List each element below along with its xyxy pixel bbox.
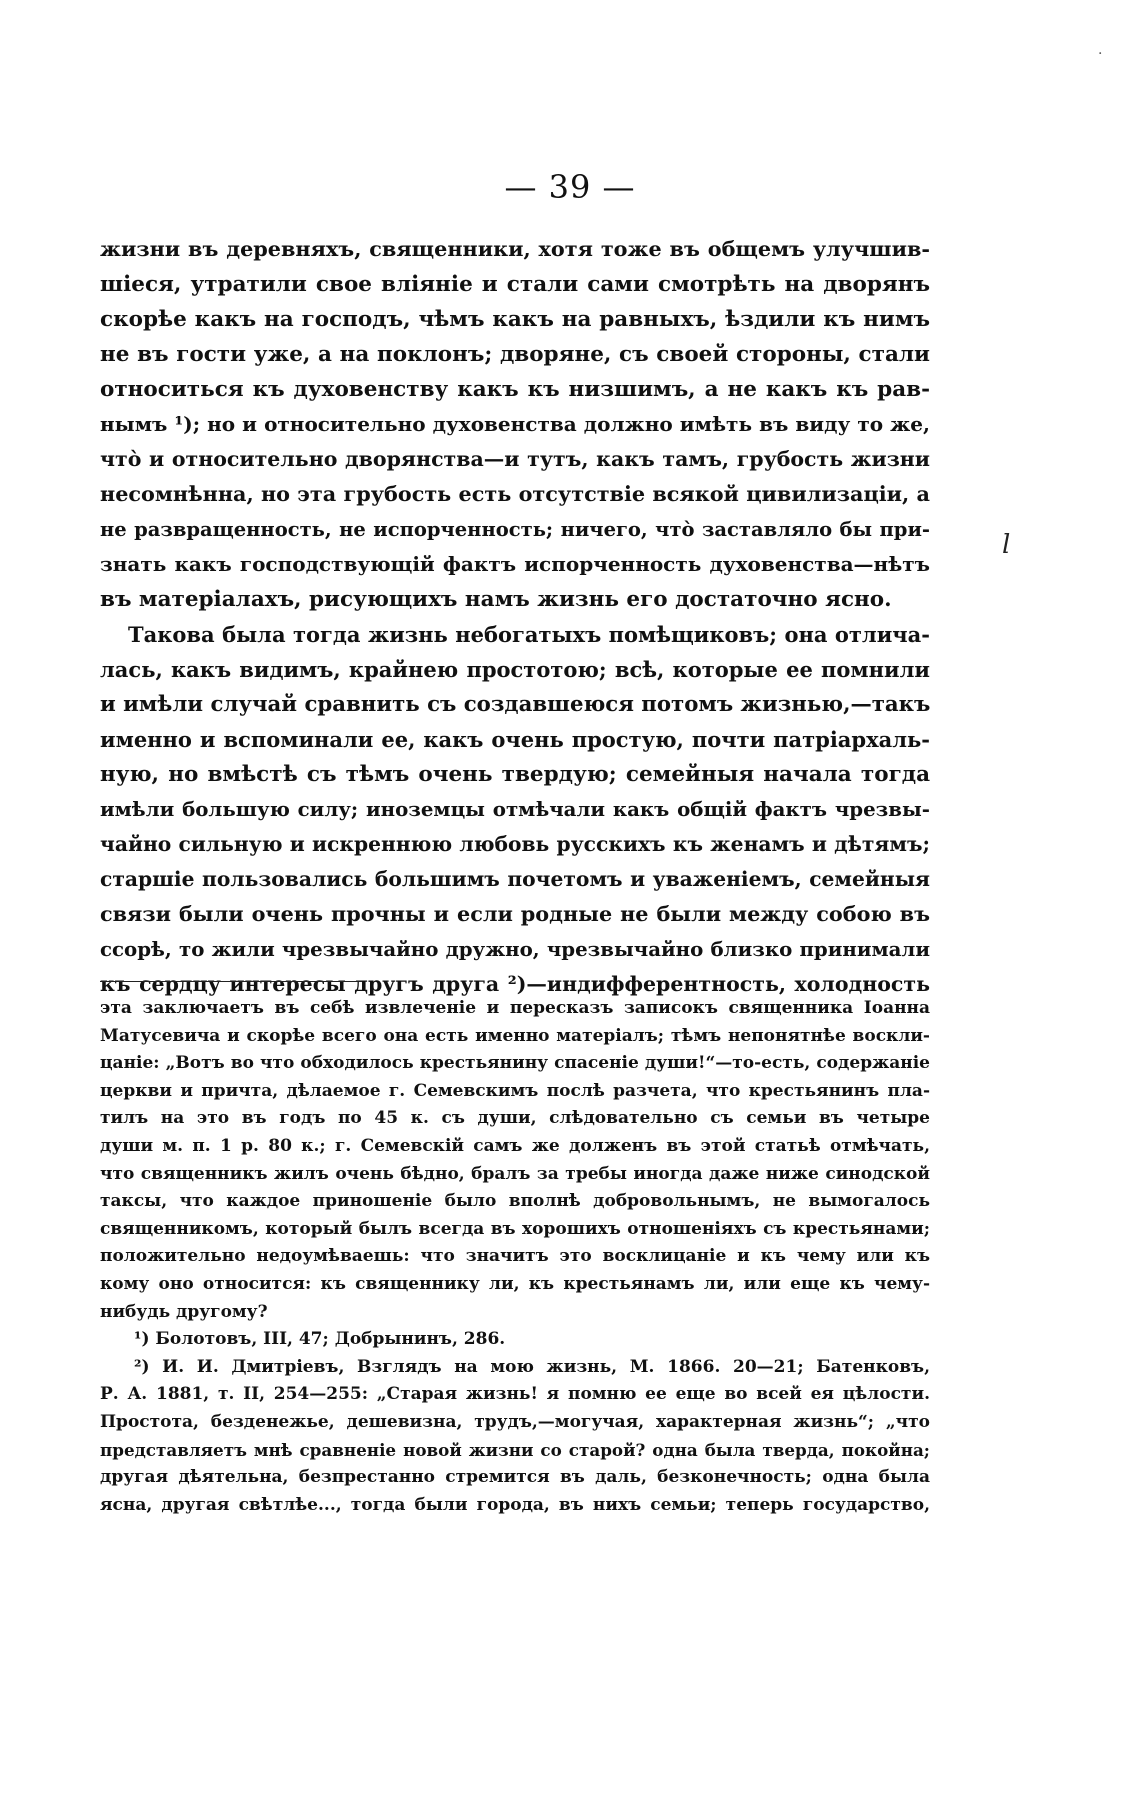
footnote-line: кому оно относится: къ священнику ли, къ крестьянамъ ли, или еще къ чему- [100,1273,930,1294]
body-line: Такова была тогда жизнь небогатыхъ помѣщиковъ; она отлича- [128,622,930,647]
body-line: шіеся, утратили свое вліяніе и стали сами смотрѣть на дворянъ [100,272,930,297]
footnote-line: ясна, другая свѣтлѣе..., тогда были города, въ нихъ семьи; теперь государство, [100,1494,930,1515]
footnote-line: Матусевича и скорѣе всего она есть именно матеріалъ; тѣмъ непонятнѣе воскли- [100,1025,930,1046]
body-line: жизни въ деревняхъ, священники, хотя тоже въ общемъ улучшив- [100,237,930,261]
body-line: нымъ ¹); но и относительно духовенства должно имѣть въ виду то же, [100,412,930,436]
footnote-1: ¹) Болотовъ, III, 47; Добрынинъ, 286. [134,1329,506,1350]
body-line: въ матеріалахъ, рисующихъ намъ жизнь его достаточно ясно. [100,587,892,612]
body-line: именно и вспоминали ее, какъ очень простую, почти патріархаль- [100,727,930,752]
footnote-line: эта заключаетъ въ себѣ извлеченіе и пересказъ записокъ священника Іоанна [100,998,930,1018]
body-line: и имѣли случай сравнить съ создавшеюся потомъ жизнью,—такъ [100,692,930,717]
body-line: ссорѣ, то жили чрезвычайно дружно, чрезвычайно близко принимали [100,937,930,961]
page-number: — 39 — [504,168,636,206]
footnote-divider [100,981,362,982]
footnote-2: ²) И. И. Дмитріевъ, Взглядъ на мою жизнь, М. 1866. 20—21; Батенковъ, [134,1356,930,1377]
body-line: лась, какъ видимъ, крайнею простотою; всѣ, которые ее помнили [100,657,930,682]
footnote-line: Простота, безденежье, дешевизна, трудъ,—могучая, характерная жизнь“; „что [100,1411,930,1432]
footnote-line: нибудь другому? [100,1301,268,1322]
footnote-line: церкви и причта, дѣлаемое г. Семевскимъ послѣ разчета, что крестьянинъ пла- [100,1080,930,1101]
footnote-line: цаніе: „Вотъ во что обходилось крестьянину спасеніе души!“—то-есть, содержаніе [100,1053,930,1074]
main-text-block [100,232,930,1002]
footnote-line: что священникъ жилъ очень бѣдно, бралъ за требы иногда даже ниже синодской [100,1163,930,1184]
footnote-line: священникомъ, который былъ всегда въ хорошихъ отношеніяхъ съ крестьянами; [100,1218,930,1239]
footnotes-block [100,995,930,1519]
body-line: къ сердцу интересы другъ друга ²)—индифферентность, холодность [100,972,930,996]
footnote-line: тилъ на это въ годъ по 45 к. съ души, слѣдовательно съ семьи въ четыре [100,1108,930,1129]
body-line: знать какъ господствующій фактъ испорченность духовенства—нѣтъ [100,552,930,576]
body-line: что̀ и относительно дворянства—и тутъ, какъ тамъ, грубость жизни [100,447,930,471]
margin-pencil-mark: l [1002,530,1011,560]
body-line: не въ гости уже, а на поклонъ; дворяне, съ своей стороны, стали [100,342,930,367]
body-line: ную, но вмѣстѣ съ тѣмъ очень твердую; семейныя начала тогда [100,762,930,787]
body-line: не развращенность, не испорченность; ничего, что̀ заставляло бы при- [100,518,930,541]
footnote-line: Р. А. 1881, т. II, 254—255: „Старая жизнь! я помню ее еще во всей ея цѣлости. [100,1384,930,1405]
corner-speck-mark: · [1098,46,1103,62]
footnote-line: положительно недоумѣваешь: что значитъ это восклицаніе и къ чему или къ [100,1246,930,1267]
body-line: имѣли большую силу; иноземцы отмѣчали какъ общій фактъ чрезвы- [100,797,930,821]
body-line: чайно сильную и искреннюю любовь русскихъ къ женамъ и дѣтямъ; [100,832,930,856]
body-line: связи были очень прочны и если родные не были между собою въ [100,902,930,926]
body-line: старшіе пользовались большимъ почетомъ и уваженіемъ, семейныя [100,867,930,891]
footnote-line: представляетъ мнѣ сравненіе новой жизни со старой? одна была тверда, покойна; [100,1439,930,1460]
footnote-line: другая дѣятельна, безпрестанно стремится въ даль, безконечность; одна была [100,1467,930,1488]
footnote-line: души м. п. 1 р. 80 к.; г. Семевскій самъ же долженъ въ этой статьѣ отмѣчать, [100,1135,930,1156]
body-line: несомнѣнна, но эта грубость есть отсутствіе всякой цивилизаціи, а [100,482,930,506]
footnote-line: таксы, что каждое приношеніе было вполнѣ добровольнымъ, не вымогалось [100,1191,930,1212]
body-line: скорѣе какъ на господъ, чѣмъ какъ на равныхъ, ѣздили къ нимъ [100,307,930,332]
body-line: относиться къ духовенству какъ къ низшимъ, а не какъ къ рав- [100,377,930,402]
